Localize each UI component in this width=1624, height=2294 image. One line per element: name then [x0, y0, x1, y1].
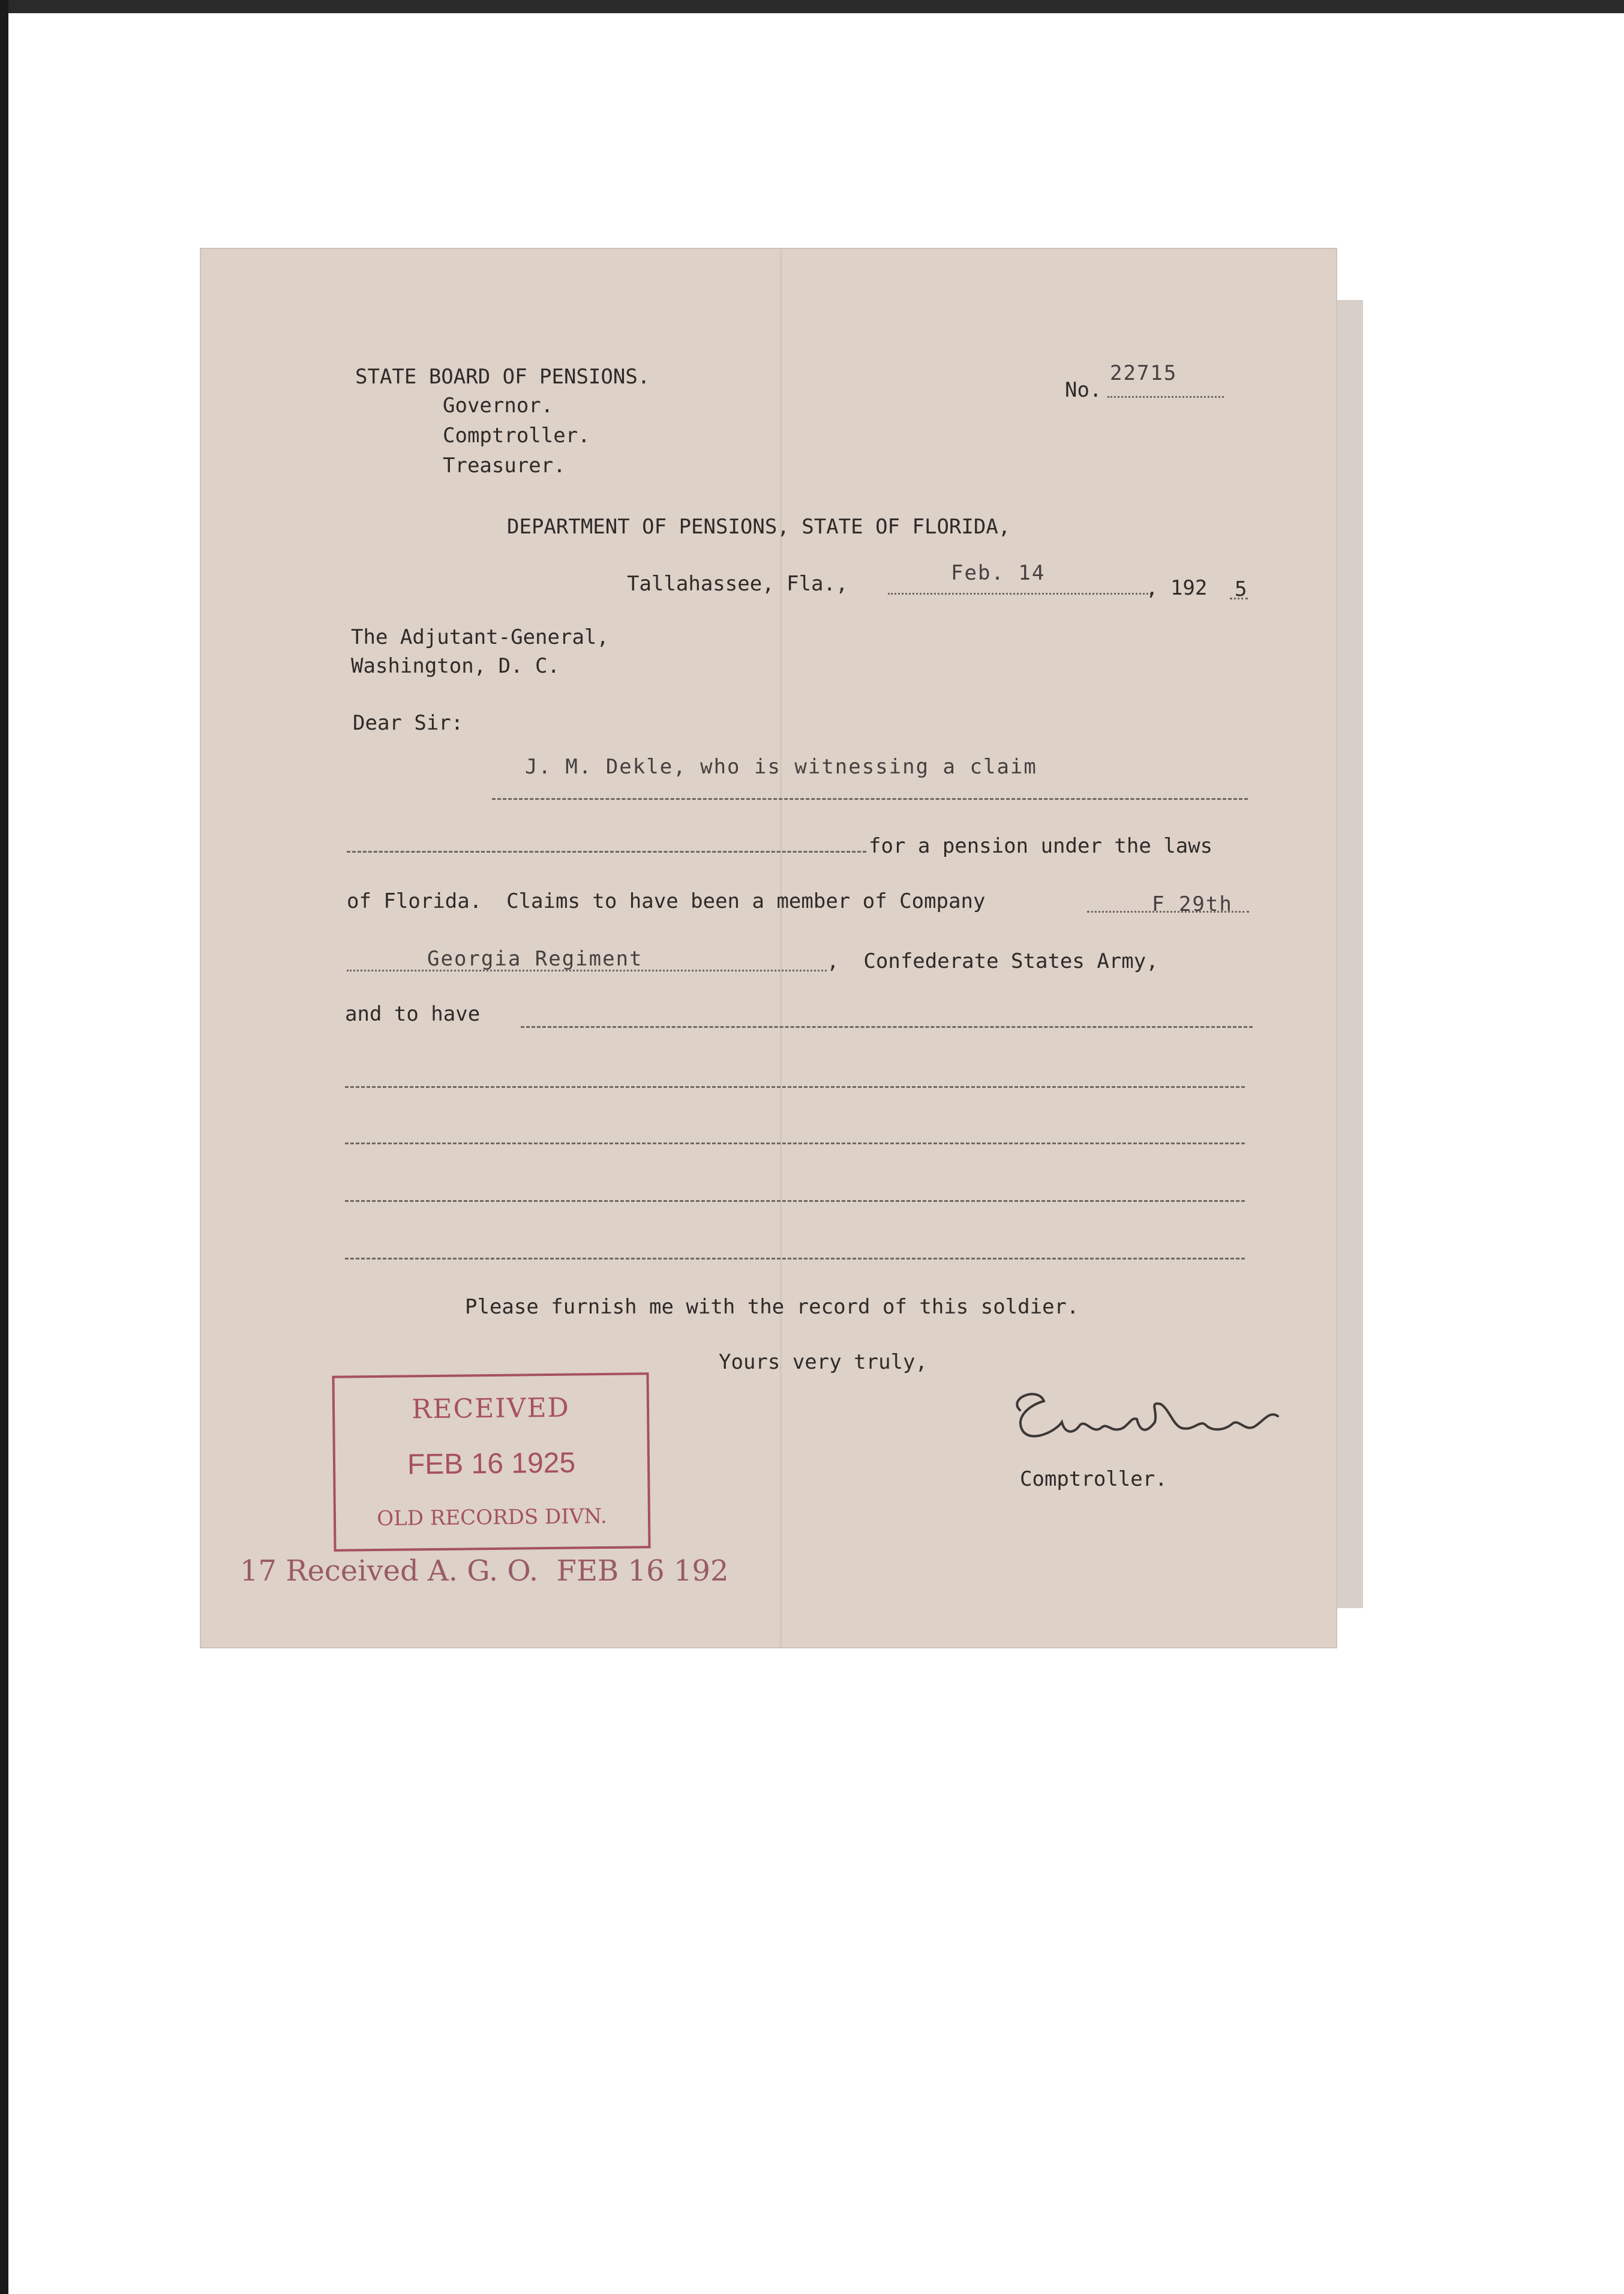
- blank-line-5: [345, 1258, 1245, 1260]
- blank-line-3: [345, 1142, 1245, 1144]
- member-governor: Governor.: [443, 394, 554, 418]
- claimant-line: [492, 798, 1248, 800]
- closing-text: Yours very truly,: [719, 1350, 927, 1374]
- stamp-division: OLD RECORDS DIVN.: [377, 1504, 607, 1531]
- and-to-have-label: and to have: [345, 1002, 481, 1026]
- date-value: Feb. 14: [951, 561, 1046, 585]
- pension-line: [347, 851, 866, 853]
- year-line: [1230, 598, 1248, 599]
- comptroller-signature: [996, 1374, 1296, 1476]
- salutation: Dear Sir:: [353, 711, 464, 735]
- regiment-value: Georgia Regiment: [427, 947, 643, 971]
- member-comptroller: Comptroller.: [443, 424, 590, 448]
- number-line: [1107, 396, 1224, 398]
- stamp-received: RECEIVED: [412, 1392, 571, 1425]
- stamp-date: FEB 16 1925: [407, 1447, 576, 1481]
- place-label: Tallahassee, Fla.,: [627, 572, 848, 596]
- received-stamp: [332, 1372, 650, 1552]
- member-text: of Florida. Claims to have been a member of Company: [347, 889, 986, 913]
- paper-fold: [780, 249, 782, 1647]
- year-digit: 5: [1235, 577, 1247, 601]
- company-value: F 29th: [1152, 892, 1233, 916]
- addressee-line1: The Adjutant-General,: [351, 625, 609, 649]
- blank-line-1: [521, 1026, 1253, 1028]
- ago-received-stamp: 17 Received A. G. O. FEB 16 192: [240, 1554, 729, 1588]
- request-text: Please furnish me with the record of this soldier.: [465, 1295, 1079, 1319]
- date-line: [888, 593, 1152, 595]
- year-prefix: , 192: [1146, 576, 1208, 600]
- blank-line-4: [345, 1200, 1245, 1202]
- board-heading: STATE BOARD OF PENSIONS.: [355, 365, 650, 389]
- blank-line-2: [345, 1086, 1245, 1088]
- number-value: 22715: [1110, 361, 1178, 385]
- scan-top-border: [0, 0, 1624, 13]
- claimant-text: J. M. Dekle, who is witnessing a claim: [525, 755, 1037, 779]
- scan-left-border: [0, 0, 8, 2294]
- army-text: , Confederate States Army,: [827, 949, 1158, 973]
- number-label: No.: [1065, 378, 1102, 402]
- addressee-line2: Washington, D. C.: [351, 654, 560, 678]
- department-heading: DEPARTMENT OF PENSIONS, STATE OF FLORIDA,: [507, 515, 1011, 539]
- signature-title: Comptroller.: [1020, 1467, 1167, 1491]
- pension-text: for a pension under the laws: [869, 834, 1213, 858]
- member-treasurer: Treasurer.: [443, 454, 566, 478]
